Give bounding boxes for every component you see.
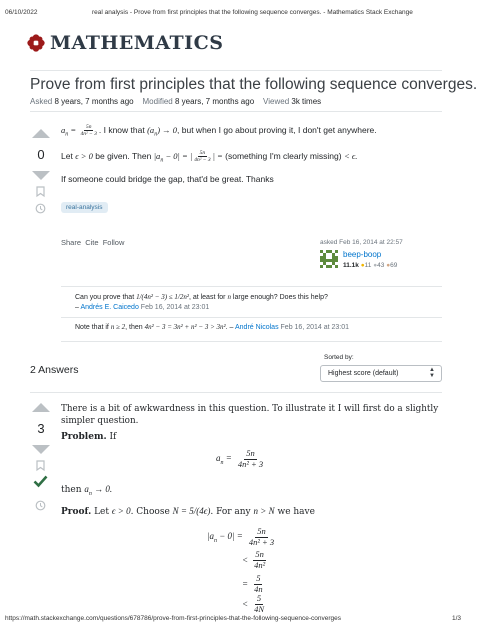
answer-upvote-button[interactable] bbox=[32, 403, 50, 412]
tag-real-analysis[interactable]: real-analysis bbox=[61, 202, 108, 213]
reputation-score: 11.1k bbox=[343, 262, 359, 269]
question-body-line3: If someone could bridge the gap, that'd be great. Thanks bbox=[61, 174, 274, 184]
sort-value: Highest score (default) bbox=[328, 370, 399, 377]
flower-logo-icon bbox=[27, 34, 45, 52]
then-line: then $a_n \to 0$. bbox=[61, 484, 113, 497]
site-logo[interactable] bbox=[27, 32, 223, 54]
follow-link[interactable]: Follow bbox=[102, 238, 125, 247]
author-name[interactable]: beep-boop bbox=[343, 250, 382, 259]
comment-author[interactable]: Andrés E. Caicedo bbox=[80, 304, 139, 312]
question-score: 0 bbox=[37, 147, 45, 162]
question-body-line1: $a_n$ = $\frac{5n}{\text{4n² − 3}}$ . I know that $(a_n) \to 0$, but when I go about proving it, I don't get anywhere. bbox=[61, 124, 377, 138]
cite-link[interactable]: Cite bbox=[85, 238, 99, 247]
answer-history-icon[interactable] bbox=[35, 500, 46, 513]
question-meta bbox=[30, 97, 321, 106]
viewed-label: Viewed bbox=[263, 97, 290, 106]
comment-2: Note that if n ≥ 2, then 4n² − 3 = 3n² + n² − 3 > 3n². – André Nicolas Feb 16, 2014 at 23:01 bbox=[75, 323, 350, 331]
author-reputation: 11.1k ●11 ●43 ●69 bbox=[343, 262, 398, 269]
sort-chevron-icon: ▲ ▼ bbox=[429, 367, 435, 379]
print-date: 06/10/2022 bbox=[5, 9, 38, 16]
comment-1: Can you prove that 1/(4n² − 3) ≤ 1/2n², at least for n large enough? Does this help? – Andrés E. Caicedo Feb 16, 2014 at 23:01 bbox=[75, 293, 328, 312]
problem-line: Problem. If bbox=[61, 432, 117, 442]
proof-line: Proof. Let ϵ > 0. Choose N = 5/(4ϵ). For any n > N we have bbox=[61, 506, 315, 517]
question-body-line2: Let ϵ > 0 be given. Then $|a_n - 0|$ = | $\frac{5n}{\text{4n² − 3}}$ | = (something I'm clearly missing) < ϵ. bbox=[61, 150, 358, 164]
viewed-value: 3k times bbox=[291, 97, 322, 106]
accepted-check-icon bbox=[33, 475, 48, 489]
answer-bookmark-icon[interactable] bbox=[36, 460, 45, 473]
proof-label: Proof. bbox=[61, 507, 92, 517]
proof-step-4: < $\frac{5}{4N}$ bbox=[242, 592, 264, 614]
proof-step-3: = $\frac{5}{4n}$ bbox=[242, 573, 263, 594]
downvote-button[interactable] bbox=[32, 171, 50, 180]
answer-score: 3 bbox=[37, 421, 45, 436]
asked-timestamp: asked Feb 16, 2014 at 22:57 bbox=[320, 239, 403, 246]
proof-step-1: $|a_n - 0|$ = $\frac{5n}{\text{4n² + 3}}$ bbox=[207, 526, 275, 547]
site-name: MATHEMATICS bbox=[50, 32, 224, 54]
bookmark-icon[interactable] bbox=[36, 186, 45, 199]
print-page-number: 1/3 bbox=[452, 615, 462, 622]
avatar[interactable] bbox=[320, 250, 338, 270]
proof-step-2: < $\frac{5n}{\text{4n²}}$ bbox=[242, 549, 266, 570]
sorted-by-label: Sorted by: bbox=[324, 354, 354, 361]
answer-para1: There is a bit of awkwardness in this question. To illustrate it I will first do a slightly simpler question. bbox=[61, 404, 439, 426]
question-title[interactable]: Prove from first principles that the following sequence converges. bbox=[30, 76, 477, 93]
upvote-button[interactable] bbox=[32, 129, 50, 138]
history-icon[interactable] bbox=[35, 203, 46, 216]
asked-value: 8 years, 7 months ago bbox=[54, 97, 134, 106]
print-title: real analysis - Prove from first principles that the following sequence converges. - Mathematics Stack Exchange bbox=[92, 9, 413, 16]
share-link[interactable]: Share bbox=[61, 238, 82, 247]
print-url: https://math.stackexchange.com/questions/678786/prove-from-first-principles-that-the-following-sequence-converges bbox=[5, 615, 341, 622]
gold-badges: 11 bbox=[364, 262, 372, 269]
modified-value: 8 years, 7 months ago bbox=[175, 97, 255, 106]
definition-equation: $a_n$ = $\frac{5n}{\text{4n² + 3}}$ bbox=[216, 448, 264, 469]
comment-author[interactable]: André Nicolas bbox=[235, 324, 279, 331]
bronze-badges: 69 bbox=[390, 262, 398, 269]
answer-downvote-button[interactable] bbox=[32, 445, 50, 454]
answers-count: 2 Answers bbox=[30, 364, 79, 376]
problem-label: Problem. bbox=[61, 432, 107, 442]
silver-badges: 43 bbox=[377, 262, 385, 269]
asked-label: Asked bbox=[30, 97, 53, 106]
post-actions bbox=[61, 238, 124, 247]
sort-select[interactable] bbox=[320, 365, 442, 382]
modified-label: Modified bbox=[142, 97, 173, 106]
